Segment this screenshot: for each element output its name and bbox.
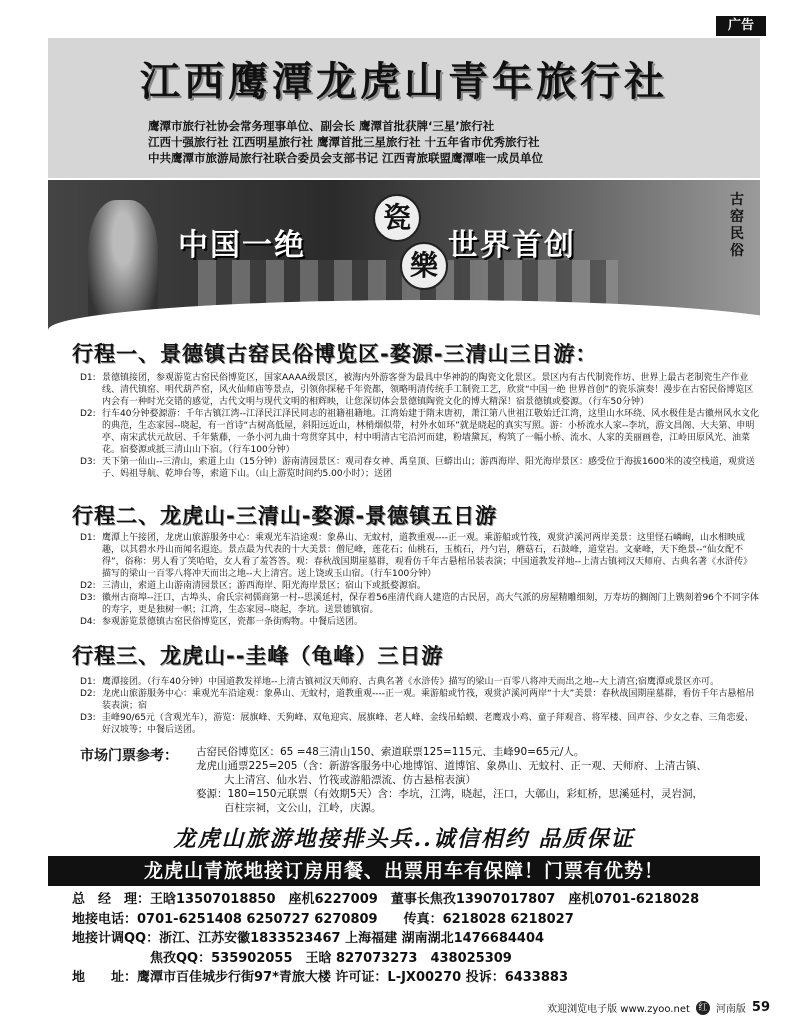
ticket-line: 大上清宫、仙水岩、竹筏或游船漂流、仿古悬棺表演） [224,774,476,786]
itinerary-day [80,676,760,688]
day-text: 徽州古商埠--汪口，古埠头、俞氏宗祠儒商第一村--思溪延村，保存着56座清代商人建造的古民居，高大气派的房屋精雕细刻，万寿坊的搁阁门上镌刻着96个不同字体的寿字，更是独树一帜；江湾，生态家园--晓起，李坑。送景德镇宿。 [102,593,759,615]
day-label: D1: [80,677,96,687]
day-label: D2: [80,689,96,699]
ticket-prices-list [196,745,756,815]
description-line: 江西十强旅行社 江西明星旅行社 鹰潭首批三星旅行社 十五年省市优秀旅行社 [148,135,540,149]
ticket-prices-label: 市场门票参考： [80,748,178,764]
contact-row: 地接电话：0701-6251408 6250727 6270809 传真：6218028 6218027 [72,911,574,927]
contact-info [72,890,772,988]
contact-row: 总 经 理：王晗13507018850 座机6227009 董事长焦孜13907017807 座机0701-6218028 [72,892,700,907]
route-3-itinerary [80,676,760,736]
agency-header [48,38,760,178]
ad-tag: 广告 [716,16,766,36]
day-text: 三清山，索道上山游南清园景区；游西海岸、阳光海岸景区；宿山下或抵婺源宿。 [102,581,427,591]
page-number: 59 [751,1000,770,1015]
itinerary-day [80,456,760,480]
day-text: 行车40分钟婺源游：千年古镇江湾--江泽民江泽民同志的祖籍祖籍地。江湾始建于隋末唐初，萧江第八世祖江敬始迁江湾，这里山水环绕、风水极佳是古徽州风水文化的典范，生态家园--晓起，有一首诗“古树高低屋，斜阳远近山，林梢烟似带，村外水如环”就是晓起的真实写照。游：小桥流水人家--李坑，游文昌阁、大夫第、申明亭、南宋武状元故居、千年紫藤，一条小河九曲十弯贯穿其中，村中明清古宅沿河而建，粉墙黛瓦，构筑了一幅小桥、流水、人家的美丽画卷，江岭田原风光、油菜花。宿婺源或抵三清山山下宿。（行车100分钟） [102,409,759,455]
porcelain-seal: 瓷 [373,194,421,242]
contact-row: 地接计调QQ：浙江、江苏安徽1833523467 上海福建 湖南湖北1476684404 [72,931,545,946]
route-3-title: 行程三、龙虎山--圭峰（龟峰）三日游 [72,644,444,668]
banner-vertical-text: 古窑民俗 [730,192,744,259]
day-text: 鹰潭上午接团，龙虎山旅游服务中心：乘观光车沿途观：象鼻山、无蚊村，道教重观----正一观。乘游船或竹筏，观赏泸溪河两岸美景：这里怪石嶙峋，山水相映成趣，以其碧水丹山而闻名遐迩。景点最为代表的十大美景：僧尼峰，莲花石；仙桃石，玉梳石，丹勺岩，蘑菇石，石鼓峰，道堂岩。文豪峰，天下绝景--“仙女配不得”，俗称：男人看了笑哈哈，女人看了羞答答。观：春秋战国期崖墓群，观看仿千年古悬棺吊装表演；中国道教发祥地--上清古镇祠汉天师府、古典名著《水浒传》描写的梁山一百零八将冲天而出之地--大上清宫。送上饶或玉山宿。（行车100分钟） [102,533,753,579]
day-text: 天下第一仙山--三清山，索道上山（15分钟）游南清园景区：观司春女神、禹皇顶、巨蟒出山；游西海岸、阳光海岸景区：感受位于海拔1600米的凌空栈道，观赏送子、妈祖导航、乾坤台等，索道下山。（山上游览时间约5.00小时）；送团 [102,457,755,479]
itinerary-day [80,616,760,628]
route-2-itinerary [80,532,760,628]
day-text: 圭峰90/65元（含观光车），游览：展旗峰、天狗峰、双龟迎宾、展旗峰、老人峰、金线吊蛤蟆、老鹰戏小鸡、童子拜观音、将军楼、回声谷、少女之春、三角恋爱、好汉坡等；中餐后送团。 [102,713,754,735]
agency-title: 江西鹰潭龙虎山青年旅行社 [140,59,668,105]
route-1-title: 行程一、景德镇古窑民俗博览区-婺源-三清山三日游： [72,342,598,366]
contact-row: 焦孜QQ：535902055 王晗 827073273 438025309 [72,950,512,966]
day-label: D4: [80,617,96,627]
itinerary-day [80,372,760,408]
itinerary-day [80,592,760,616]
hero-banner [48,180,760,330]
day-label: D3: [80,593,96,603]
itinerary-day [80,580,760,592]
edition-badge-icon: 红 [696,1001,710,1015]
footer-site[interactable]: 欢迎浏览电子版 www.zyoo.net [547,1004,690,1015]
day-label: D2: [80,409,96,419]
day-label: D2: [80,581,96,591]
agency-description [148,118,543,166]
day-label: D1: [80,533,96,543]
day-label: D1: [80,373,96,383]
itinerary-day [80,532,760,580]
day-text: 龙虎山旅游服务中心：乘观光车沿途观：象鼻山、无蚊村，道教重观----正一观。乘游船或竹筏，观赏泸溪河两岸“十大”美景：春秋战国期崖墓群，看仿千年古悬棺吊装表演；宿 [102,689,755,711]
ticket-line: 龙虎山通票225=205（含：新游客服务中心地博馆、道博馆、象鼻山、无蚊村、正一观、天师府、上清古镇、 [196,760,707,772]
ticket-line: 百柱宗祠，文公山，江岭，庆源。 [224,802,382,814]
page-footer [520,1000,770,1015]
description-line: 中共鹰潭市旅游局旅行社联合委员会支部书记 江西青旅联盟鹰潭唯一成员单位 [148,151,543,165]
itinerary-day [80,712,760,736]
itinerary-day [80,408,760,456]
day-text: 鹰潭接团。（行车40分钟）中国道教发祥地--上清古镇祠汉天师府、古典名著《水浒传》描写的梁山一百零八将冲天而出之地--大上清宫;宿鹰潭或景区亦可。 [102,677,719,687]
banner-slogan-left: 中国一绝 [178,228,306,263]
route-2-title: 行程二、龙虎山-三清山-婺源-景德镇五日游 [72,504,498,528]
day-label: D3: [80,713,96,723]
day-label: D3: [80,457,96,467]
itinerary-day [80,688,760,712]
footer-edition: 河南版 [715,1004,746,1015]
music-seal: 樂 [400,242,448,290]
description-line: 鹰潭市旅行社协会常务理事单位、副会长 鹰潭首批获牌‘三星’旅行社 [148,119,495,133]
ticket-line: 古窑民俗博览区：65 =48三清山150、索道联票125=115元、圭峰90=65元/人。 [196,746,585,758]
contact-row: 地 址：鹰潭市百佳城步行街97*青旅大楼 许可证：L-JX00270 投诉：6433883 [72,970,569,985]
guarantee-banner: 龙虎山青旅地接订房用餐、出票用车有保障！门票有优势！ [48,856,760,886]
banner-slogan-right: 世界首创 [448,228,576,263]
script-slogan: 龙虎山旅游地接排头兵..诚信相约 品质保证 [173,826,635,852]
route-1-itinerary [80,372,760,480]
ticket-line: 婺源：180=150元联票（有效期5天）含：李坑，江湾，晓起，汪口，大鄣山，彩虹桥，思溪延村，灵岩洞， [196,788,704,800]
day-text: 参观游览景德镇古窑民俗博览区，瓷都一条街购物。中餐后送团。 [102,617,364,627]
day-text: 景德镇接团，参观游览古窑民俗博览区，国家AAAA级景区，被海内外游客誉为最具中华神韵的陶瓷文化景区。景区内有古代制瓷作坊、世界上最古老制瓷生产作业线、清代镇窑、明代葫芦窑，风火仙师庙等景点，引领你探秘千年瓷都，领略明清传统手工制瓷工艺，欣赏“中国一绝 世界首创”的瓷乐演奏！漫步在古窑民俗博览区内会有一种时光交错的感觉，古代文明与现代文明的相辉映，让您深切体会景德镇陶瓷文化的博大精深！宿景德镇或婺源。（行车50分钟） [102,373,754,407]
